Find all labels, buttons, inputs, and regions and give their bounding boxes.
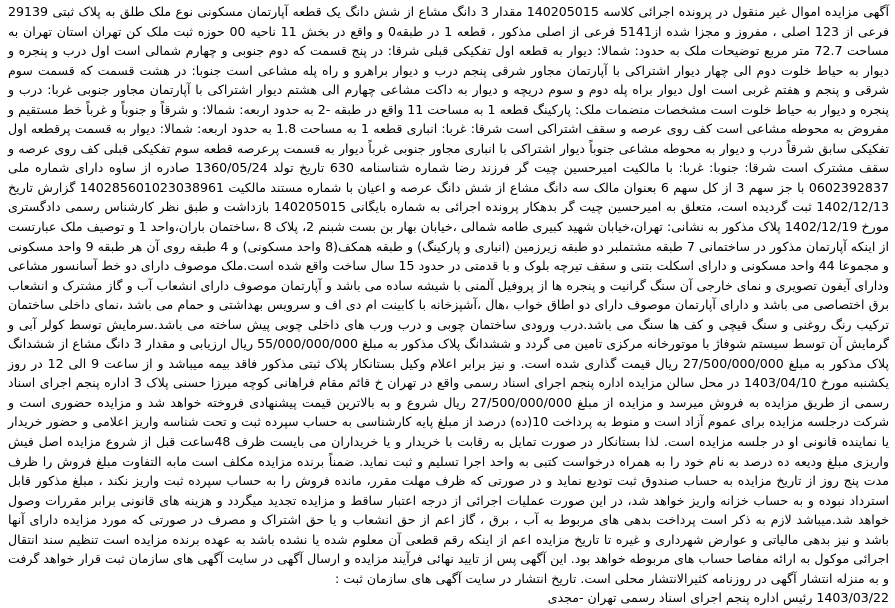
notice-body-text: آگهی مزایده اموال غیر منقول در پرونده اجرائی کلاسه 140205015 مقدار 3 دانگ مشاع از شش دانگ یک قطعه آپارتمان مسکونی نوع ملک طلق به پلاک ثبتی 29139 فرعی از 123 اصلی ، مفروز و مجزا شده از5141 فرعی از اصلی مذکور ، قطعه 1 در طبقه0 و واقع در بخش 11 ناحیه 00 حوزه ثبت ملک کن تهران استان تهران به مساحت 72.7 متر مربع توضیحات ملک به حدود: شمالا: دیوار به قطعه اول تفکیکی قبلی شرقا: در پنج قسمت که دوم جنوبی و چهارم شمالی است اول درب و پنجره و دیوار به حیاط خلوت دوم الی چهار دیوار اشتراکی با آپارتمان مجاور شرقی پنجم درب و دیوار براهرو و راه پله مشاعی است جنوبا: در هشت قسمت که قسمت سوم شرقی و پنجم و هفتم غربی است اول دیوار براه پله دوم و سوم دریچه و دیوار به داکت مشاعی چهارم الی هشتم دیوار اشتراکی با آپارتمان مجاور جنوبی غربا: درب و پنجره و دیوار به حیاط خلوت است مشخصات منضمات ملک: پارکینگ قطعه 1 به مساحت 11 واقع در طبقه -2 به حدود اربعه: شمالا: و شرقاً و جنوباً و غرباً خط مستقیم و مفروض به محوطه مشاعی است کف روی عرصه و سقف اشتراکی است شرقا: غربا: انباری قطعه 1 به مساحت 1.8 به حدود اربعه: شمالا: دیوار به قسمت پرقطعه اول تفکیکی سابق شرقاً درب و دیوار به محوطه مشاعی جنوباً دیوار اشتراکی با انباری مجاور جنوبی غرباً دیوار به قسمت پرعرصه قطعه سوم تفکیکی قبلی کف روی عرصه و سقف مشترک است شرقا: جنوبا: غربا: با مالکیت امیرحسین چیت گر فرزند رضا شماره شناسنامه 630 تاریخ تولد 1360/05/24 صادره از ساوه دارای شماره ملی 0602392837 با جز سهم 3 از کل سهم 6 بعنوان مالک سه دانگ مشاع از شش دانگ عرصه و اعیان با شماره مستند مالکیت 140285601023038961 گزارش تاریخ 1402/12/13 ثبت گردیده است، متعلق به امیرحسین چیت گر بدهکار پرونده اجرائی به شماره بایگانی 140205015 بازداشت و طبق نظر کارشناس رسمی دادگستری مورخ 1402/12/19 پلاک مذکور به نشانی: تهران،خیابان شهید کبیری طامه شمالی ،خیابان بهار بن بست شبنم 2، پلاک 8 ،ساختمان باران،واحد 1 و توصیف ملک عبارتست از اینکه آپارتمان مذکور در ساختمانی 7 طبقه مشتملبر دو طبقه زیرزمین (انباری و پارکینگ) و طبقه همکف(8 واحد مسکونی) و 4 طبقه روی آن هر طبقه 9 واحد مسکونی و مجموعا 44 واحد مسکونی و دارای اسکلت بتنی و سقف تیرچه بلوک و با قدمتی در حدود 15 سال ساخت واقع شده است.ملک موصوف دارای دو خط آسانسور مشاعی ودارای آیفون تصویری و نمای خارجی آن سنگ گرانیت و پنجره ها از پروفیل آلمنی با شیشه ساده می باشد و آپارتمان موصوف دارای انشعاب آب و گاز مشترک و انشعاب برق اختصاصی می باشد و دارای آپارتمان موصوف دارای دو اطاق خواب ،هال ،آشپزخانه با کابینت ام دی اف و سرویس بهداشتی و حمام می باشد ،نمای داخلی ساختمان ترکیب رنگ روغنی و سنگ قیچی و کف ها سنگ می باشد.درب ورودی ساختمان چوبی و درب ورب های داخلی چوبی پیش ساخته می باشد.سرمایش توسط کولر آبی و گرمایش آن توسط سیستم شوفاژ با موتورخانه مرکزی تامین می گردد و ششدانگ پلاک مذکور به مبلغ 55/000/000/000 ریال ارزیابی و مقدار 3 دانگ مشاع از ششدانگ پلاک مذکور به مبلغ 27/500/000/000 ریال قیمت گذاری شده است. و نیز برابر اعلام وکیل بستانکار پلاک ثبتی مذکور فاقد بیمه میباشد و از ساعت 9 الی 12 در روز یکشنبه مورخ 1403/04/10 در محل سالن مزایده اداره پنجم اجرای اسناد رسمی واقع در تهران خ قائم مقام فراهانی کوچه میرزا حسنی پلاک 3 اداره پنجم اجرای اسناد رسمی از طریق مزایده به فروش میرسد و مزایده از مبلغ 27/500/000/000 ریال شروع و به بالاترین قیمت پیشنهادی فروخته خواهد شد و مزایده حضوری است و شرکت درجلسه مزایده برای عموم آزاد است و منوط به پرداخت 10(ده) درصد از مبلغ پایه کارشناسی به حساب سپرده ثبت و تحت شناسه واریز اعلامی و حضور خریدار یا نماینده قانونی او در جلسه مزایده است. لذا بستانکار در صورت تمایل به رقابت با خریدار و یا خریداران می بایست ظرف 48ساعت قبل از شروع مزایده اصل فیش واریزی مبلغ ودیعه ده درصد به نام خود را به همراه درخواست کتبی به واحد اجرا تسلیم و ثبت نماید. ضمناً برنده مزایده مکلف است مابه التفاوت مبلغ فروش را ظرف مدت پنج روز از تاریخ مزایده به حساب صندوق ثبت تودیع نماید و در صورتی که ظرف مهلت مقرر، مانده فروش را به حساب سپرده ثبت واریز نکند ، مبلغ مذکور قابل استرداد نبوده و به حساب خزانه واریز خواهد شد، در این صورت عملیات اجرائی از درجه اعتبار ساقط و مزایده تجدید میگردد و هزینه های قانونی برابر مقررات وصول خواهد شد.میباشد لازم به ذکر است پرداخت بدهی های مربوط به آب ، برق ، گاز اعم از حق انشعاب و یا حق اشتراک و مصرف در صورتی که مورد مزایده دارای آنها باشد و نیز بدهی مالیاتی و عوارض شهرداری و غیره تا تاریخ مزایده اعم از اینکه رقم قطعی آن معلوم شده یا نشده باشد به عهده برنده مزایده است تنظیم سند انتقال اجرائی موکول به ارائه مفاصا حساب های مربوطه خواهد بود. این آگهی پس از تایید نهائی فرآیند مزایده و ارسال آگهی در سایت آگهی های سازمان ثبت قرار خواهد گرفت و به منزله انتشار آگهی در روزنامه کثیرالانتشار محلی است. تاریخ انتشار در سایت آگهی های سازمان ثبت :: [8, 4, 890, 586]
notice-footer-signature: 1403/03/22 رئیس اداره پنجم اجرای اسناد رسمی تهران -مجدی: [547, 590, 889, 606]
